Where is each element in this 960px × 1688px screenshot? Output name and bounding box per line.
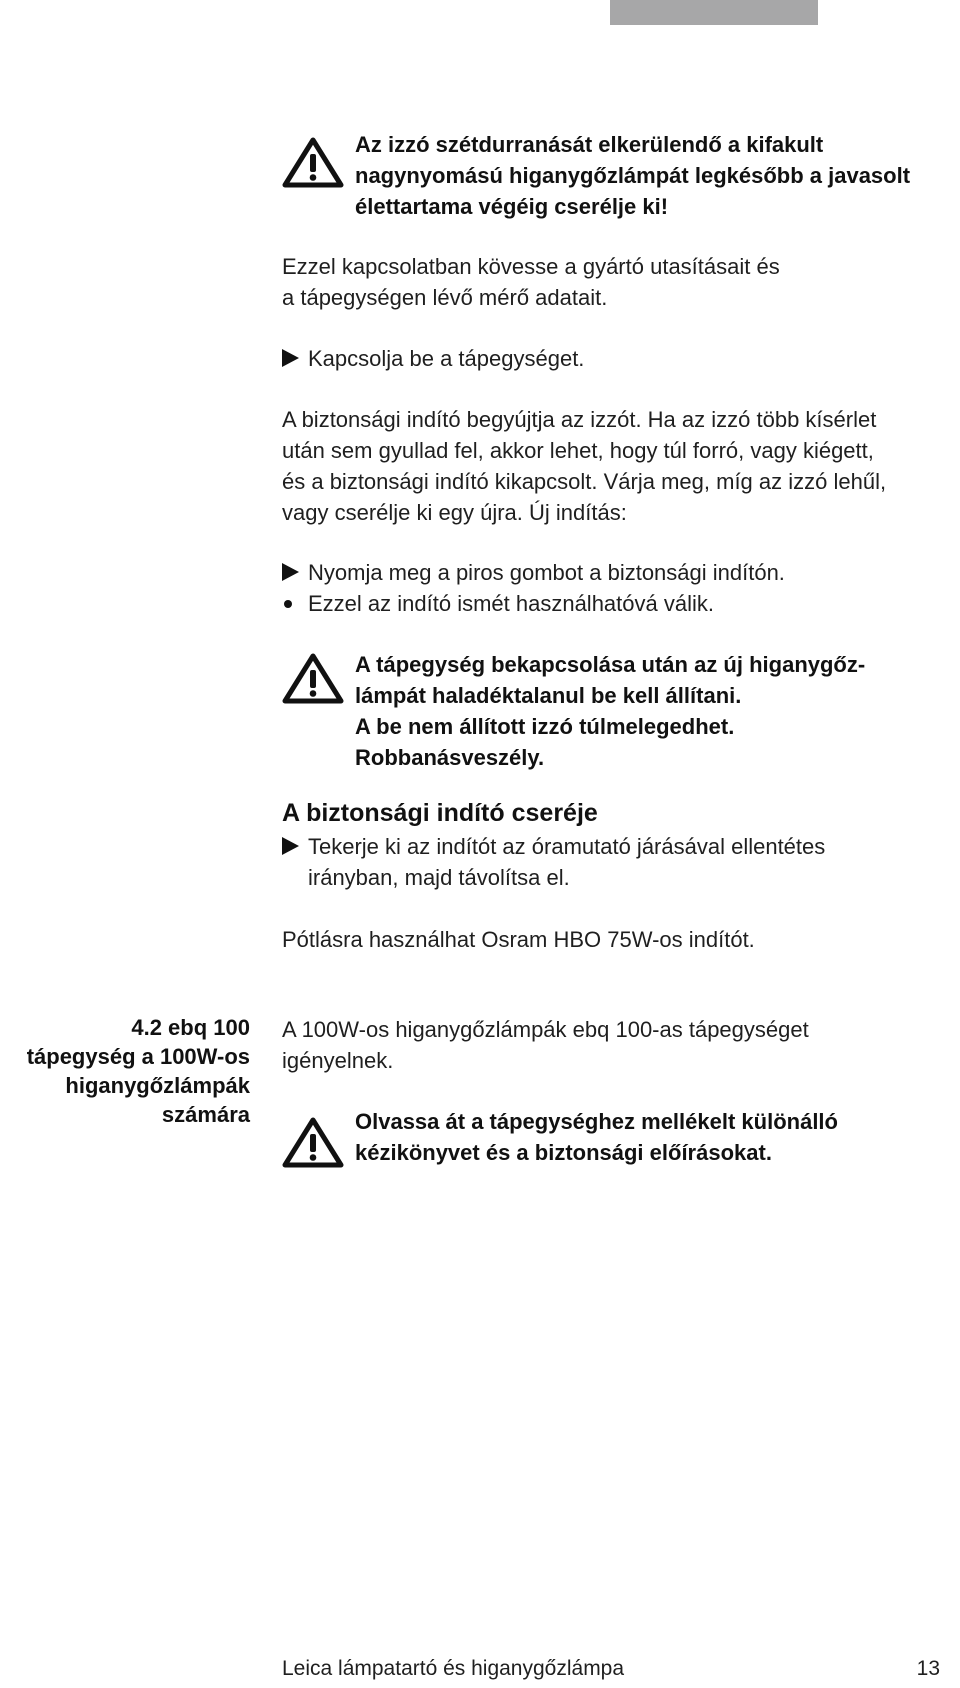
instruction-step-remove-starter xyxy=(282,831,942,893)
footer-page-number: 13 xyxy=(916,1657,940,1680)
warning-text xyxy=(355,649,955,773)
warning-triangle-icon xyxy=(282,137,344,189)
replacement-note: Pótlásra használhat Osram HBO 75W-os indítót. xyxy=(282,927,755,952)
heading-line: higanygőzlámpák xyxy=(65,1073,250,1098)
paragraph-line: A biztonsági indító begyújtja az izzót. Ha az izzó több kísérlet xyxy=(282,407,877,432)
paragraph-line: A 100W-os higanygőzlámpák ebq 100-as tápegységet xyxy=(282,1017,809,1042)
instruction-step-power-on xyxy=(282,343,942,374)
warning-line: A tápegység bekapcsolása után az új higanygőz- xyxy=(355,652,866,677)
section-4-2-body xyxy=(282,1014,942,1076)
section-heading-starter-replacement: A biztonsági indító cseréje xyxy=(282,799,598,827)
section-4-2-heading xyxy=(0,1013,250,1129)
warning-text xyxy=(355,129,955,222)
page-tab-marker xyxy=(610,0,818,25)
warning-line: nagynyomású higanygőzlámpát legkésőbb a javasolt xyxy=(355,163,911,188)
heading-line: számára xyxy=(161,1102,250,1127)
warning-block-read-manual xyxy=(282,1106,942,1176)
warning-text xyxy=(355,1106,955,1168)
heading-line: tápegység a 100W-os xyxy=(26,1044,250,1069)
bullet-text: Ezzel az indító ismét használhatóvá válik. xyxy=(308,591,714,616)
paragraph-line: és a biztonsági indító kikapcsolt. Várja meg, míg az izzó lehűl, xyxy=(282,469,887,494)
heading-line: 4.2 ebq 100 xyxy=(131,1015,250,1040)
triangle-right-icon xyxy=(282,563,299,581)
bullet-dot-icon xyxy=(284,600,292,608)
warning-block-lamp-replace xyxy=(282,129,942,225)
safety-starter-paragraph xyxy=(282,404,942,528)
intro-paragraph xyxy=(282,251,942,313)
warning-line: A be nem állított izzó túlmelegedhet. xyxy=(355,714,735,739)
warning-triangle-icon xyxy=(282,1117,344,1169)
paragraph-line: vagy cserélje ki egy újra. Új indítás: xyxy=(282,500,627,525)
instruction-step-red-button xyxy=(282,557,942,588)
warning-block-adjust-lamp xyxy=(282,649,942,773)
step-line: Tekerje ki az indítót az óramutató járásával ellentétes xyxy=(308,834,826,859)
paragraph-line: a tápegységen lévő mérő adatait. xyxy=(282,285,608,310)
triangle-right-icon xyxy=(282,837,299,855)
warning-line: Robbanásveszély. xyxy=(355,745,545,770)
paragraph-line: igényelnek. xyxy=(282,1048,394,1073)
result-bullet xyxy=(282,588,942,619)
paragraph-line: után sem gyullad fel, akkor lehet, hogy túl forró, vagy kiégett, xyxy=(282,438,874,463)
warning-line: élettartama végéig cserélje ki! xyxy=(355,194,669,219)
warning-triangle-icon xyxy=(282,653,344,705)
paragraph-line: Ezzel kapcsolatban kövesse a gyártó utasításait és xyxy=(282,254,780,279)
warning-line: lámpát haladéktalanul be kell állítani. xyxy=(355,683,742,708)
warning-line: Olvassa át a tápegységhez mellékelt különálló xyxy=(355,1109,838,1134)
step-text: Nyomja meg a piros gombot a biztonsági indítón. xyxy=(308,560,785,585)
triangle-right-icon xyxy=(282,349,299,367)
footer-document-title: Leica lámpatartó és higanygőzlámpa xyxy=(282,1657,625,1680)
step-line: irányban, majd távolítsa el. xyxy=(308,865,570,890)
warning-line: kézikönyvet és a biztonsági előírásokat. xyxy=(355,1140,772,1165)
step-text: Kapcsolja be a tápegységet. xyxy=(308,346,585,371)
warning-line: Az izzó szétdurranását elkerülendő a kifakult xyxy=(355,132,824,157)
